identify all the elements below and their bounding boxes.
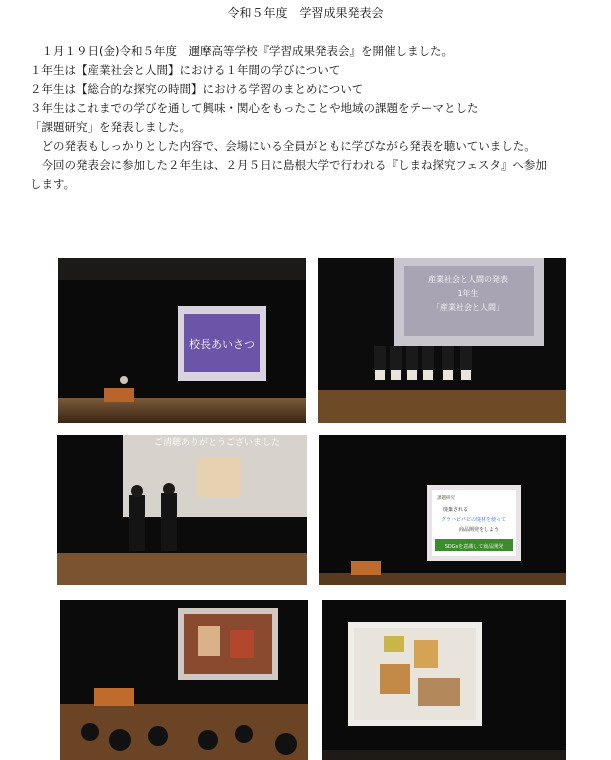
slide-line-2: 1年生 <box>457 289 479 298</box>
sdgs-slide-line-5: SDGsを意識して商品開発 <box>444 544 504 550</box>
body-line-7: 今回の発表会に参加した２年生は、２月５日に島根大学で行われる『しまね探究フェスタ』へ参加 <box>30 158 547 172</box>
photo-sdgs-slide <box>319 435 566 585</box>
body-line-1: １月１９日(金)令和５年度 邇摩高等学校『学習成果発表会』を開催しました。 <box>30 44 453 58</box>
body-line-6: どの発表もしっかりとした内容で、会場にいる全員がともに学びながら発表を聴いていました。 <box>30 139 536 153</box>
document-title: 令和５年度 学習成果発表会 <box>227 6 384 20</box>
photo-two-presenters <box>57 435 307 585</box>
body-line-8: します。 <box>30 177 76 191</box>
photo-product-slide <box>322 600 566 760</box>
slide-line-1: 産業社会と人間の発表 <box>428 275 508 284</box>
body-line-3: ２年生は【総合的な探究の時間】における学習のまとめについて <box>30 82 364 96</box>
report-body <box>30 42 595 194</box>
slide-line-3: 「産業社会と人間」 <box>432 303 504 312</box>
slide-text-greeting: 校長あいさつ <box>189 338 255 351</box>
photo-first-year-presentation <box>318 258 566 423</box>
body-line-2: １年生は【産業社会と人間】における１年間の学びについて <box>30 63 341 77</box>
sdgs-slide-line-1: 課題研究 <box>437 496 455 501</box>
sdgs-slide-line-4: 商品開発をしよう <box>459 527 500 533</box>
body-line-4: ３年生はこれまでの学びを通して興味・関心をもったことや地域の課題をテーマとした <box>30 101 479 115</box>
body-line-5: 「課題研究」を発表しました。 <box>30 120 191 134</box>
photo-principal-greeting <box>58 258 306 423</box>
sdgs-slide-line-3: グラハピパピの廃材を使って <box>441 517 507 523</box>
sdgs-slide-line-2: 廃棄される <box>443 507 469 513</box>
slide-text-thanks: ご清聴ありがとうございました <box>153 438 281 448</box>
photo-audience-view <box>60 600 308 760</box>
